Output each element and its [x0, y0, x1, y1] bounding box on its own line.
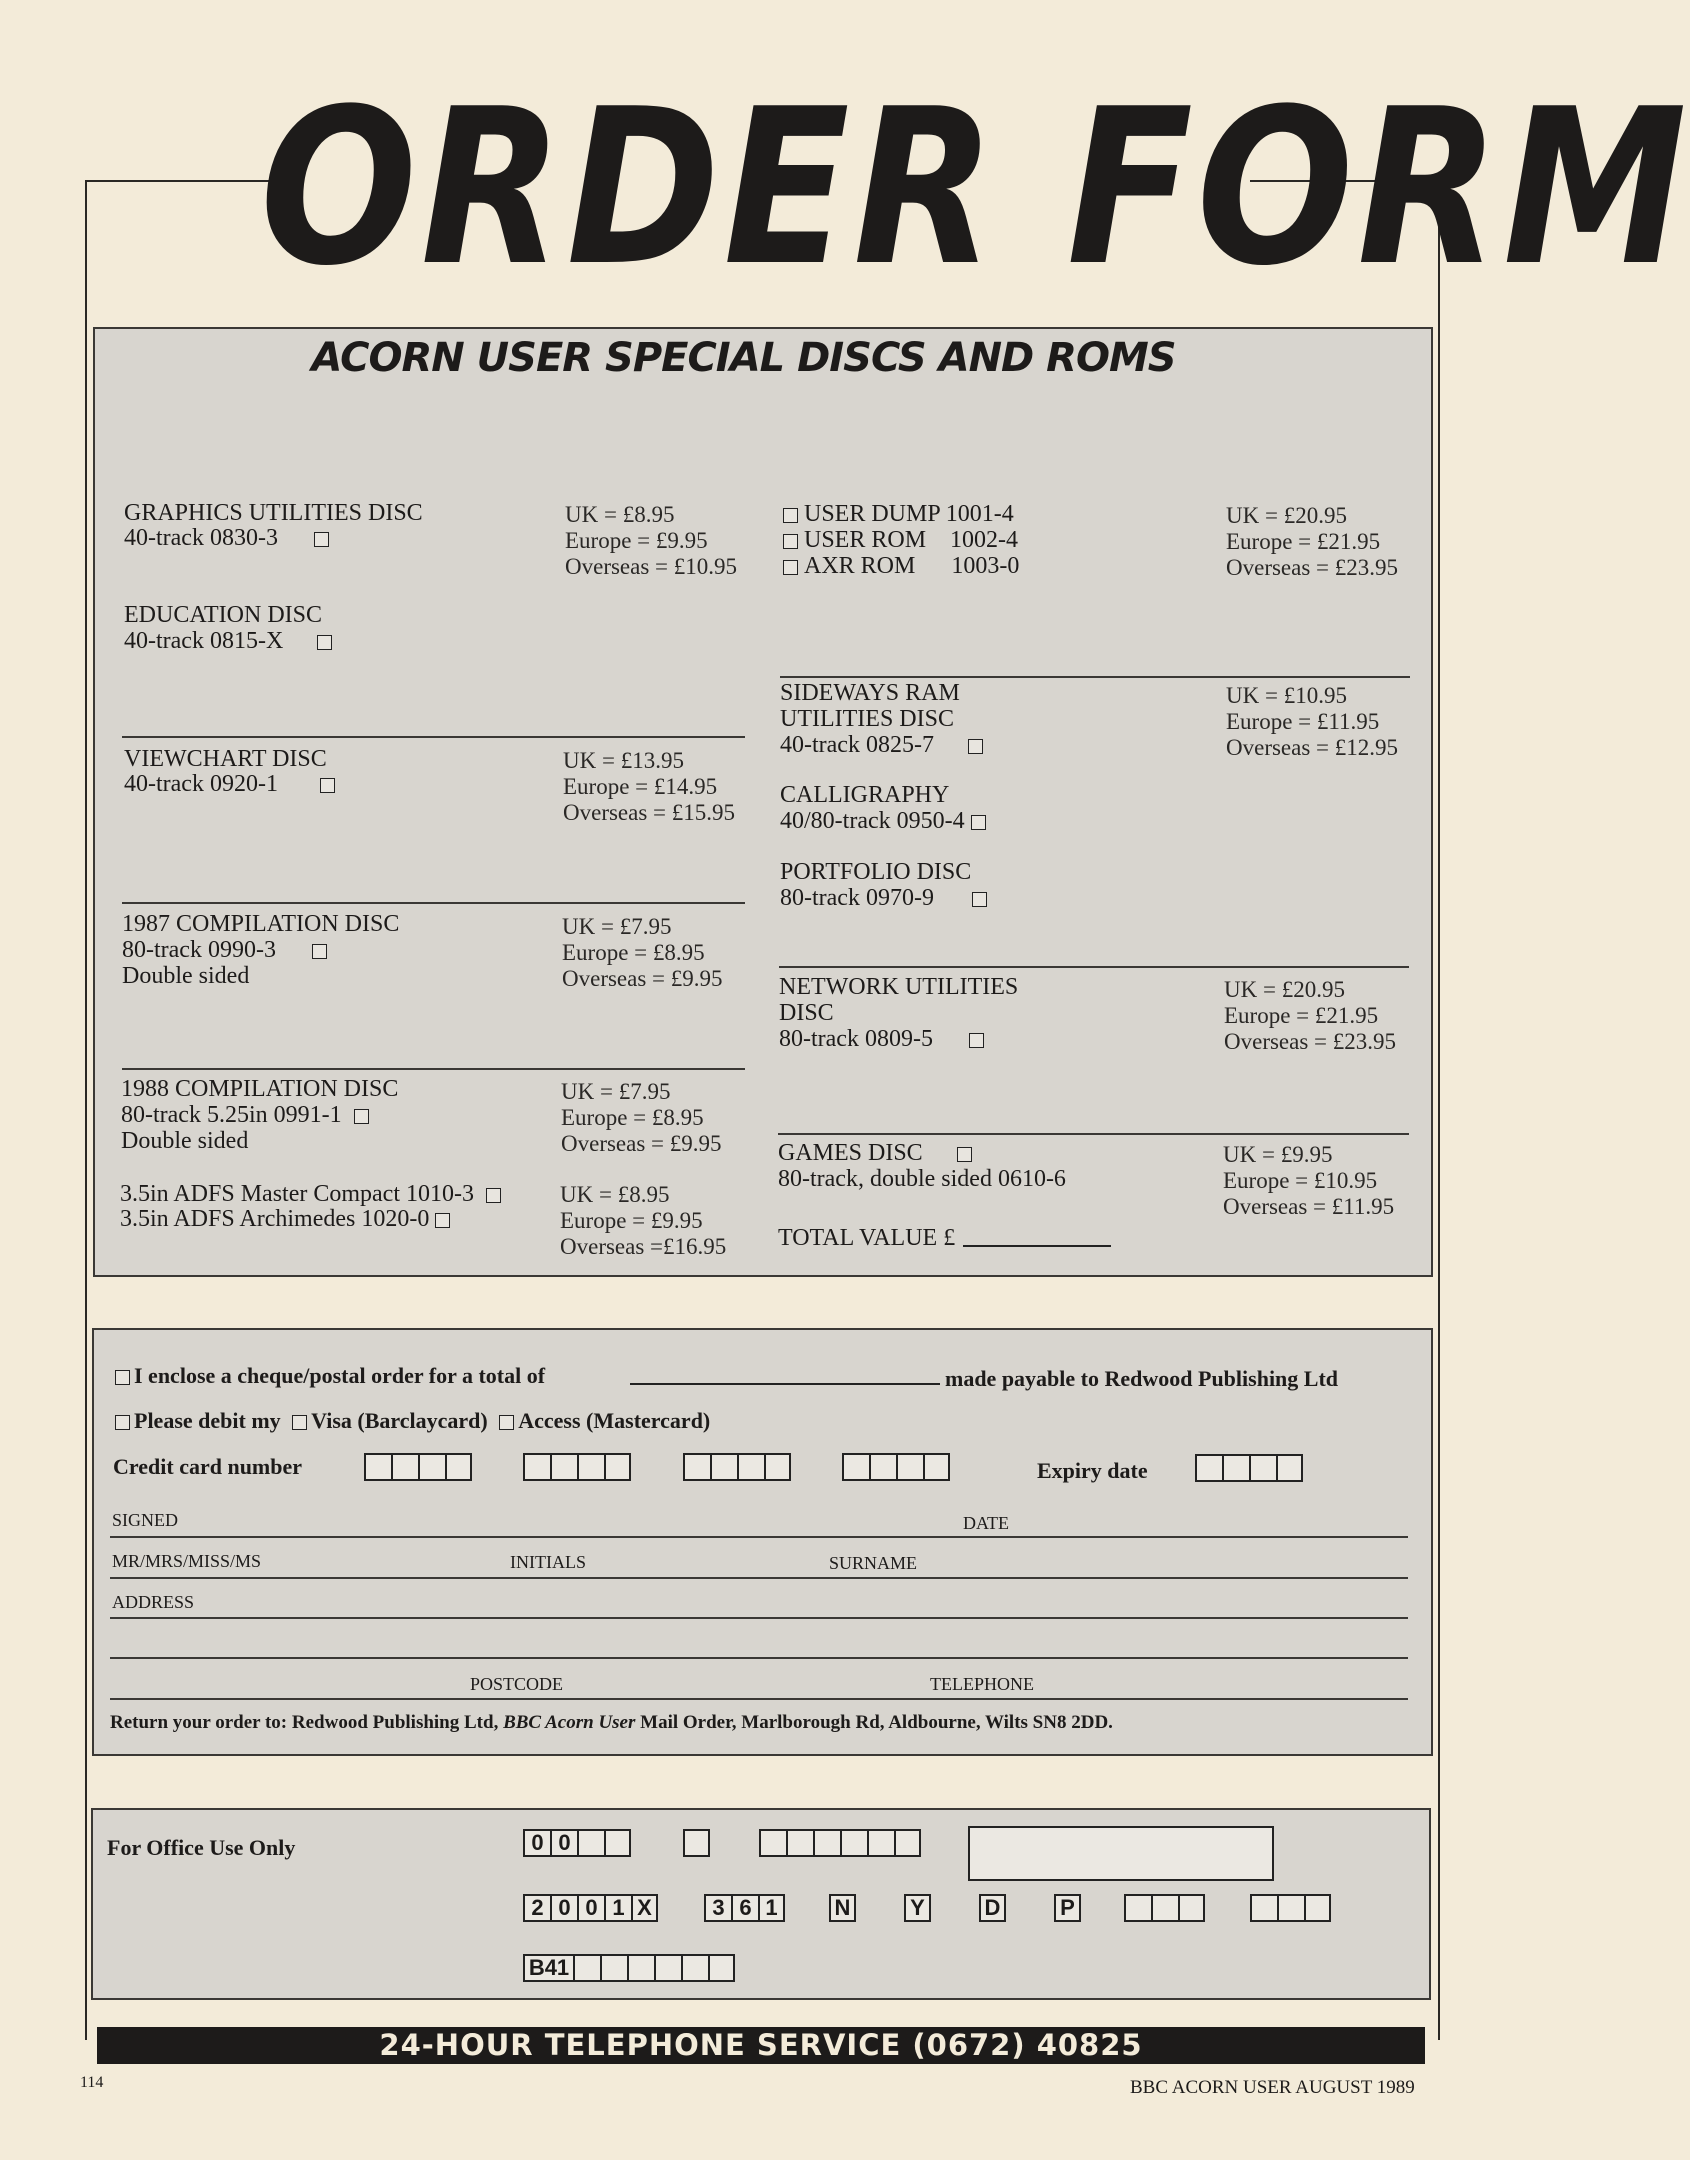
surname-label: SURNAME	[829, 1553, 918, 1573]
postcode-label: POSTCODE	[470, 1674, 564, 1694]
office-box: 0	[550, 1894, 577, 1922]
office-box: P	[1054, 1894, 1081, 1922]
price-europe: Europe = £8.95	[562, 940, 705, 965]
office-letter-n	[829, 1894, 856, 1922]
price-europe: Europe = £9.95	[560, 1208, 703, 1233]
price-uk: UK = £7.95	[562, 914, 672, 939]
price-europe: Europe = £9.95	[565, 528, 708, 553]
telephone-label: TELEPHONE	[930, 1674, 1034, 1694]
user-rom-checkbox[interactable]	[783, 534, 798, 549]
frame-left	[85, 180, 87, 2040]
graphics-checkbox[interactable]	[314, 532, 329, 547]
price-europe: Europe = £8.95	[561, 1105, 704, 1130]
card-number-group-3[interactable]	[683, 1453, 791, 1481]
divider	[122, 1068, 745, 1070]
office-box: 0	[550, 1829, 577, 1857]
debit-label: Please debit my	[134, 1408, 281, 1433]
office-row2-d	[1250, 1894, 1331, 1922]
product-1988-extra: Double sided	[121, 1128, 249, 1154]
user-dump-row	[783, 501, 1019, 527]
product-graphics-code-row	[124, 525, 329, 551]
office-box: 0	[523, 1829, 550, 1857]
visa-label: Visa (Barclaycard)	[311, 1408, 488, 1433]
divider	[122, 902, 745, 904]
price-overseas: Overseas =£16.95	[560, 1234, 727, 1259]
initials-label: INITIALS	[510, 1552, 586, 1572]
axr-rom-row	[783, 553, 1019, 579]
sideways-checkbox[interactable]	[968, 739, 983, 754]
product-games-code: 80-track, double sided 0610-6	[778, 1166, 1066, 1192]
address-line-1[interactable]	[110, 1617, 1408, 1619]
divider	[779, 966, 1409, 968]
total-value-field[interactable]	[963, 1245, 1111, 1247]
visa-checkbox[interactable]	[292, 1415, 307, 1430]
product-network-name: NETWORK UTILITIES	[779, 974, 1019, 1000]
network-prices	[1224, 977, 1396, 1055]
product-graphics-name: GRAPHICS UTILITIES DISC	[124, 500, 423, 526]
network-checkbox[interactable]	[969, 1033, 984, 1048]
return-address	[110, 1712, 1113, 1734]
product-sideways-name2: UTILITIES DISC	[780, 706, 954, 732]
office-box: 1	[758, 1894, 785, 1922]
compilation-1988-prices	[561, 1079, 722, 1157]
product-education-code: 40-track 0815-X	[124, 628, 284, 654]
price-uk: UK = £7.95	[561, 1079, 671, 1104]
access-checkbox[interactable]	[499, 1415, 514, 1430]
office-row2-b	[704, 1894, 785, 1922]
user-rom-row	[783, 527, 1019, 553]
office-row1-b	[683, 1829, 710, 1857]
access-label: Access (Mastercard)	[518, 1408, 711, 1433]
education-checkbox[interactable]	[317, 635, 332, 650]
price-overseas: Overseas = £23.95	[1226, 555, 1399, 580]
return-label: Return your order to: Redwood Publishing Ltd,	[110, 1712, 499, 1733]
product-games-name: GAMES DISC	[778, 1140, 923, 1166]
office-box: 3	[704, 1894, 731, 1922]
office-box: Y	[904, 1894, 931, 1922]
compilation-1988-checkbox[interactable]	[354, 1109, 369, 1124]
price-europe: Europe = £11.95	[1226, 709, 1380, 734]
cheque-label: I enclose a cheque/postal order for a total of	[134, 1363, 546, 1388]
user-rom-label: USER ROM 1002-4	[804, 527, 1019, 553]
product-sideways-name: SIDEWAYS RAM	[780, 680, 960, 706]
adfs-master-checkbox[interactable]	[486, 1188, 501, 1203]
games-prices	[1223, 1142, 1394, 1220]
product-sideways-code: 40-track 0825-7	[780, 732, 934, 758]
office-box: 1	[604, 1894, 631, 1922]
portfolio-checkbox[interactable]	[972, 892, 987, 907]
office-use-label: For Office Use Only	[107, 1835, 296, 1860]
rom-prices	[1226, 503, 1398, 581]
product-adfs-archimedes-row	[120, 1206, 450, 1232]
office-box: 0	[577, 1894, 604, 1922]
product-education-code-row	[124, 628, 332, 654]
product-network-code-row	[779, 1026, 984, 1052]
title-label: MR/MRS/MISS/MS	[112, 1551, 262, 1571]
payment-panel	[92, 1328, 1433, 1756]
debit-row	[115, 1408, 710, 1434]
address-line-2[interactable]	[110, 1657, 1408, 1659]
product-1987-extra: Double sided	[122, 963, 250, 989]
product-network-code: 80-track 0809-5	[779, 1026, 933, 1052]
magazine-footer: BBC ACORN USER AUGUST 1989	[1130, 2077, 1415, 2098]
divider	[778, 1133, 1409, 1135]
card-number-label: Credit card number	[113, 1454, 303, 1479]
product-calligraphy-name: CALLIGRAPHY	[780, 782, 950, 808]
price-overseas: Overseas = £9.95	[561, 1131, 722, 1156]
office-row2-c	[1124, 1894, 1205, 1922]
product-portfolio-name: PORTFOLIO DISC	[780, 859, 972, 885]
product-education-name: EDUCATION DISC	[124, 602, 322, 628]
office-letter-y	[904, 1894, 931, 1922]
panel-subtitle: ACORN USER SPECIAL DISCS AND ROMS	[311, 335, 1176, 381]
frame-right	[1438, 180, 1440, 2040]
price-uk: UK = £10.95	[1226, 683, 1347, 708]
date-label: DATE	[963, 1513, 1009, 1533]
cheque-row	[115, 1363, 545, 1389]
expiry-date-field[interactable]	[1195, 1454, 1303, 1482]
frame-top-left	[85, 180, 280, 182]
compilation-1987-prices	[562, 914, 723, 992]
price-europe: Europe = £21.95	[1226, 529, 1381, 554]
postcode-line[interactable]	[110, 1698, 1408, 1700]
office-letter-d	[979, 1894, 1006, 1922]
price-uk: UK = £9.95	[1223, 1142, 1333, 1167]
office-box: 6	[731, 1894, 758, 1922]
office-row2-a	[523, 1894, 658, 1922]
adfs-prices	[560, 1182, 726, 1260]
cheque-checkbox[interactable]	[115, 1370, 130, 1385]
divider	[780, 676, 1410, 678]
price-uk: UK = £8.95	[565, 502, 675, 527]
product-sideways-code-row	[780, 732, 983, 758]
cheque-amount-field[interactable]	[630, 1383, 940, 1385]
signature-line[interactable]	[110, 1536, 1408, 1538]
price-overseas: Overseas = £23.95	[1224, 1029, 1397, 1054]
office-large-box	[968, 1826, 1274, 1881]
rom-list	[783, 501, 1019, 579]
price-overseas: Overseas = £9.95	[562, 966, 723, 991]
office-row1-a	[523, 1829, 631, 1857]
product-graphics-code: 40-track 0830-3	[124, 525, 278, 551]
product-portfolio-code: 80-track 0970-9	[780, 885, 934, 911]
product-1988-name: 1988 COMPILATION DISC	[121, 1076, 399, 1102]
user-dump-label: USER DUMP 1001-4	[804, 501, 1014, 527]
office-box: B41	[523, 1954, 573, 1982]
office-box: D	[979, 1894, 1006, 1922]
divider	[122, 736, 745, 738]
product-viewchart-name: VIEWCHART DISC	[124, 746, 327, 772]
games-checkbox[interactable]	[957, 1147, 972, 1162]
name-line[interactable]	[110, 1577, 1408, 1579]
product-viewchart-code: 40-track 0920-1	[124, 771, 278, 797]
total-value-label: TOTAL VALUE £	[778, 1225, 956, 1251]
product-calligraphy-code: 40/80-track 0950-4	[780, 808, 965, 834]
product-1987-name: 1987 COMPILATION DISC	[122, 911, 400, 937]
card-number-group-1[interactable]	[364, 1453, 472, 1481]
price-europe: Europe = £21.95	[1224, 1003, 1379, 1028]
signed-label: SIGNED	[112, 1510, 178, 1530]
price-uk: UK = £8.95	[560, 1182, 670, 1207]
product-games-name-row	[778, 1140, 972, 1166]
product-1988-code: 80-track 5.25in 0991-1	[121, 1102, 342, 1128]
price-uk: UK = £20.95	[1224, 977, 1345, 1002]
product-portfolio-code-row	[780, 885, 987, 911]
sideways-prices	[1226, 683, 1398, 761]
price-overseas: Overseas = £15.95	[563, 800, 736, 825]
product-viewchart-code-row	[124, 771, 335, 797]
product-adfs-master: 3.5in ADFS Master Compact 1010-3	[120, 1181, 474, 1207]
office-box: X	[631, 1894, 658, 1922]
product-adfs-archimedes: 3.5in ADFS Archimedes 1020-0	[120, 1206, 430, 1232]
axr-rom-checkbox[interactable]	[783, 560, 798, 575]
price-uk: UK = £20.95	[1226, 503, 1347, 528]
price-overseas: Overseas = £12.95	[1226, 735, 1399, 760]
telephone-banner: 24-HOUR TELEPHONE SERVICE (0672) 40825	[97, 2027, 1425, 2064]
user-dump-checkbox[interactable]	[783, 508, 798, 523]
office-box: 2	[523, 1894, 550, 1922]
price-overseas: Overseas = £11.95	[1223, 1194, 1395, 1219]
office-box: N	[829, 1894, 856, 1922]
viewchart-checkbox[interactable]	[320, 778, 335, 793]
debit-checkbox[interactable]	[115, 1415, 130, 1430]
return-address-text: Mail Order, Marlborough Rd, Aldbourne, Wilts SN8 2DD.	[640, 1712, 1113, 1733]
graphics-prices	[565, 502, 737, 580]
price-europe: Europe = £10.95	[1223, 1168, 1378, 1193]
office-row3	[523, 1954, 735, 1982]
card-number-group-4[interactable]	[842, 1453, 950, 1481]
page-title: ORDER FORM	[260, 62, 1690, 313]
product-calligraphy-code-row	[780, 808, 986, 834]
product-1987-code: 80-track 0990-3	[122, 937, 276, 963]
product-network-name2: DISC	[779, 1000, 834, 1026]
product-1987-code-row	[122, 937, 327, 963]
price-overseas: Overseas = £10.95	[565, 554, 738, 579]
price-europe: Europe = £14.95	[563, 774, 718, 799]
calligraphy-checkbox[interactable]	[971, 815, 986, 830]
return-magazine: BBC Acorn User	[503, 1712, 636, 1733]
product-adfs-master-row	[120, 1181, 501, 1207]
compilation-1987-checkbox[interactable]	[312, 944, 327, 959]
payable-label: made payable to Redwood Publishing Ltd	[945, 1366, 1339, 1391]
card-number-group-2[interactable]	[523, 1453, 631, 1481]
price-uk: UK = £13.95	[563, 748, 684, 773]
address-label: ADDRESS	[112, 1592, 195, 1612]
expiry-label: Expiry date	[1037, 1458, 1148, 1483]
page-number: 114	[80, 2074, 104, 2091]
product-1988-code-row	[121, 1102, 369, 1128]
office-letter-p	[1054, 1894, 1081, 1922]
adfs-archimedes-checkbox[interactable]	[435, 1213, 450, 1228]
axr-rom-label: AXR ROM 1003-0	[804, 553, 1020, 579]
viewchart-prices	[563, 748, 735, 826]
office-row1-c	[759, 1829, 921, 1857]
